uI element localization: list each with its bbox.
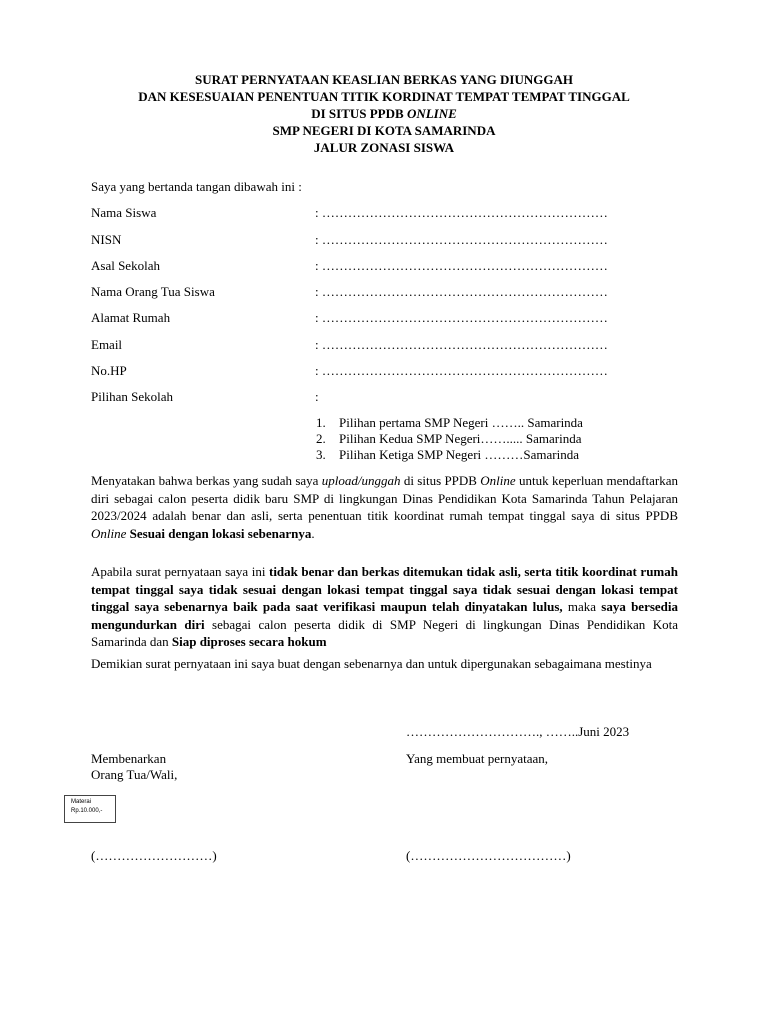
title-line-3-italic: ONLINE — [406, 106, 457, 121]
stamp-value: Rp.10.000,- — [71, 808, 103, 814]
para1-text-3: untuk keperluan mendaftarkan diri sebagai calon peserta didik baru SMP di lingkungan Dinas Pendidikan Kota Samarinda Tahun Pelajaran 2023/2024 adalah benar dan asli, serta penentuan titik koordinat rumah tempat tinggal saya di situs PPDB — [91, 473, 678, 523]
field-value-no-hp: : ………………………………………………………… — [315, 363, 608, 378]
field-value-nama-siswa: : ………………………………………………………… — [315, 205, 608, 220]
para1-italic-1: upload/unggah — [321, 473, 401, 488]
school-choice-item — [316, 431, 583, 447]
field-label-email: Email — [91, 337, 123, 352]
title-line-3-prefix: DI SITUS PPDB — [311, 106, 407, 121]
choice-text: Pilihan Kedua SMP Negeri……..... Samarinda — [339, 431, 582, 446]
school-choice-list — [316, 415, 583, 463]
para2-bold-2: saya bersedia mengundurkan diri — [91, 599, 679, 632]
field-value-email: : ………………………………………………………… — [315, 337, 608, 352]
field-value-alamat-rumah: : ………………………………………………………… — [315, 310, 608, 325]
sig-right-name-placeholder: (………………………………) — [406, 848, 571, 863]
field-value-nisn: : ………………………………………………………… — [315, 232, 608, 247]
field-label-nisn: NISN — [91, 232, 122, 247]
para1-italic-2: Online — [480, 473, 516, 488]
field-label-alamat-rumah: Alamat Rumah — [91, 310, 171, 325]
title-line-4: SMP NEGERI DI KOTA SAMARINDA — [272, 123, 496, 138]
date-line: …………………………., ……..Juni 2023 — [406, 724, 630, 739]
stamp-label: Materai — [71, 799, 92, 805]
sig-left-subtitle: Orang Tua/Wali, — [91, 767, 178, 782]
title-line-1: SURAT PERNYATAAN KEASLIAN BERKAS YANG DIUNGGAH — [195, 72, 573, 87]
title-line-5: JALUR ZONASI SISWA — [313, 140, 455, 155]
materai-stamp-box — [64, 795, 116, 823]
field-label-nama-orang-tua: Nama Orang Tua Siswa — [91, 284, 215, 299]
choice-number: 3. — [316, 447, 326, 462]
para2-bold-1: tidak benar dan berkas ditemukan tidak asli, serta titik koordinat rumah tempat tinggal saya tidak sesuai dengan lokasi tempat tinggal saya tidak sesuai dengan lokasi tempat tinggal saya sebenarnya baik pada saat verifikasi maupun telah dinyatakan lulus, — [91, 564, 678, 614]
para2-text-3: sebagai calon peserta didik di SMP Negeri di lingkungan Dinas Pendidikan Kota Samarinda dan — [91, 616, 678, 649]
para1-italic-3: Online — [91, 525, 127, 541]
consequence-paragraph — [91, 563, 678, 651]
sig-right-title: Yang membuat pernyataan, — [406, 751, 549, 766]
para1-text-4: . — [311, 525, 315, 541]
field-value-pilihan-sekolah: : — [315, 389, 319, 404]
para2-text-1: Apabila surat pernyataan saya ini — [91, 564, 269, 579]
school-choice-item — [316, 447, 583, 463]
choice-text: Pilihan pertama SMP Negeri …….. Samarinda — [339, 415, 583, 430]
field-value-asal-sekolah: : ………………………………………………………… — [315, 258, 608, 273]
para2-text-2: maka — [562, 599, 602, 614]
para1-text-1: Menyatakan bahwa berkas yang sudah saya — [91, 473, 322, 488]
field-label-nama-siswa: Nama Siswa — [91, 205, 157, 220]
field-label-pilihan-sekolah: Pilihan Sekolah — [91, 389, 173, 404]
choice-number: 2. — [316, 431, 326, 446]
sig-left-title: Membenarkan — [91, 751, 167, 766]
choice-number: 1. — [316, 415, 326, 430]
document-title — [0, 71, 768, 156]
statement-paragraph — [91, 472, 678, 542]
para1-text-2: di situs PPDB — [400, 473, 481, 488]
school-choice-item — [316, 415, 583, 431]
para2-bold-3: Siap diproses secara hokum — [171, 634, 327, 649]
choice-text: Pilihan Ketiga SMP Negeri ………Samarinda — [339, 447, 579, 462]
sig-left-name-placeholder: (………………………) — [91, 848, 217, 863]
closing-paragraph: Demikian surat pernyataan ini saya buat dengan sebenarnya dan untuk dipergunakan sebagaimana mestinya — [91, 656, 652, 671]
field-label-asal-sekolah: Asal Sekolah — [91, 258, 160, 273]
field-value-nama-orang-tua: : ………………………………………………………… — [315, 284, 608, 299]
title-line-2: DAN KESESUAIAN PENENTUAN TITIK KORDINAT TEMPAT TEMPAT TINGGAL — [138, 89, 630, 104]
field-label-no-hp: No.HP — [91, 363, 127, 378]
title-line-3 — [0, 105, 768, 122]
intro-text: Saya yang bertanda tangan dibawah ini : — [91, 179, 302, 194]
para1-bold-1: Sesuai dengan lokasi sebenarnya — [126, 525, 312, 541]
